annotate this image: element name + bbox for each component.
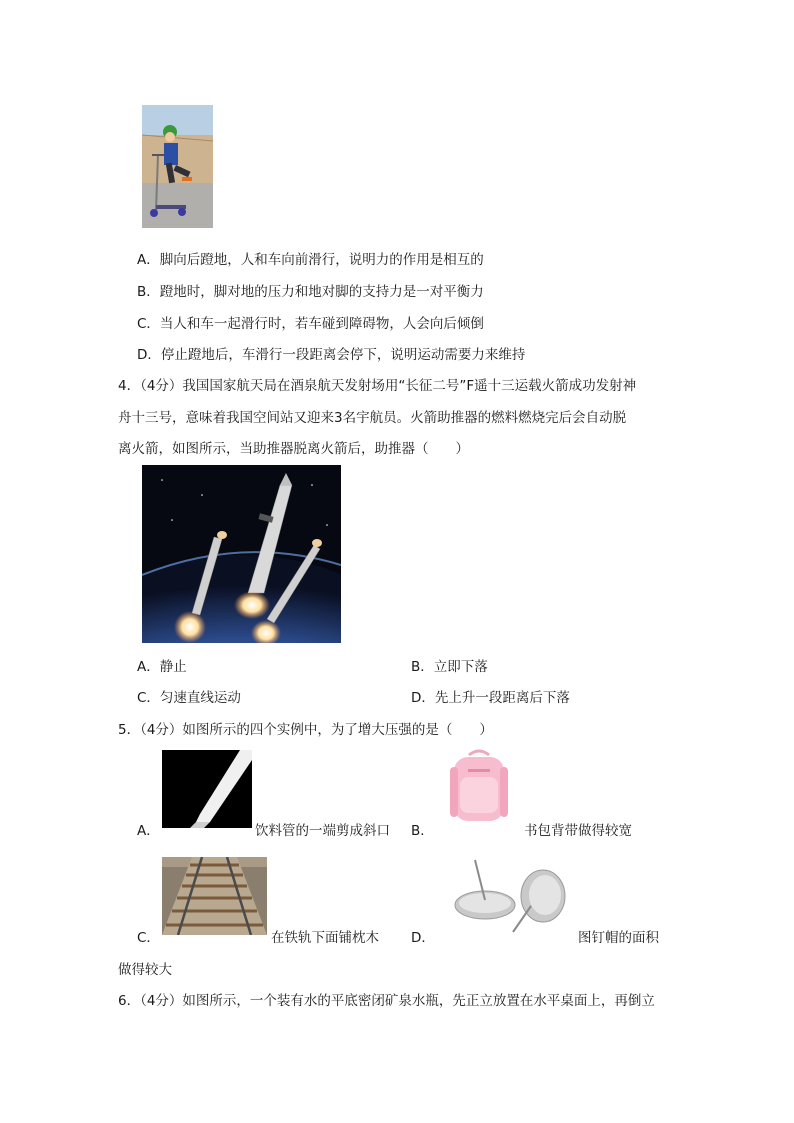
q3-option-a: A．脚向后蹬地，人和车向前滑行，说明力的作用是相互的: [137, 252, 484, 268]
q4-option-b: B．立即下落: [411, 659, 488, 675]
q5-option-c-text: 在铁轨下面铺枕木: [271, 930, 379, 946]
straw-image: [162, 750, 252, 828]
railway-track-image: [162, 857, 267, 935]
scooter-child-image: [142, 105, 213, 228]
q5-option-b-text: 书包背带做得较宽: [524, 823, 632, 839]
q4-option-c: C．匀速直线运动: [137, 690, 241, 706]
q4-option-d: D．先上升一段距离后下落: [411, 690, 570, 706]
q5-option-a-letter: A．: [137, 823, 160, 839]
q6-stem: 6．（4分）如图所示，一个装有水的平底密闭矿泉水瓶，先正立放置在水平桌面上，再倒立: [118, 993, 655, 1009]
q5-stem: 5．（4分）如图所示的四个实例中，为了增大压强的是（ ）: [118, 722, 493, 738]
q4-stem-line-1: 4．（4分）我国国家航天局在酒泉航天发射场用“长征二号”F遥十三运载火箭成功发射神: [118, 378, 637, 394]
rocket-booster-image: [142, 465, 341, 643]
thumbtack-image: [435, 850, 575, 936]
q3-option-c: C．当人和车一起滑行时，若车碰到障碍物，人会向后倾倒: [137, 316, 484, 332]
q5-option-d-text: 图钉帽的面积: [578, 930, 659, 946]
q5-option-a-text: 饮料管的一端剪成斜口: [255, 823, 390, 839]
q4-stem-line-3: 离火箭，如图所示，当助推器脱离火箭后，助推器（ ）: [118, 441, 469, 457]
q5-option-b-letter: B．: [411, 823, 434, 839]
q4-option-a: A．静止: [137, 659, 187, 675]
q5-option-d-wrap: 做得较大: [118, 962, 172, 978]
backpack-image: [436, 749, 522, 829]
q4-stem-line-2: 舟十三号，意味着我国空间站又迎来3名宇航员。火箭助推器的燃料燃烧完后会自动脱: [118, 410, 627, 426]
q5-option-d-letter: D．: [411, 930, 435, 946]
q5-option-c-letter: C．: [137, 930, 160, 946]
q3-option-b: B．蹬地时，脚对地的压力和地对脚的支持力是一对平衡力: [137, 284, 484, 300]
q3-option-d: D．停止蹬地后，车滑行一段距离会停下，说明运动需要力来维持: [137, 347, 526, 363]
